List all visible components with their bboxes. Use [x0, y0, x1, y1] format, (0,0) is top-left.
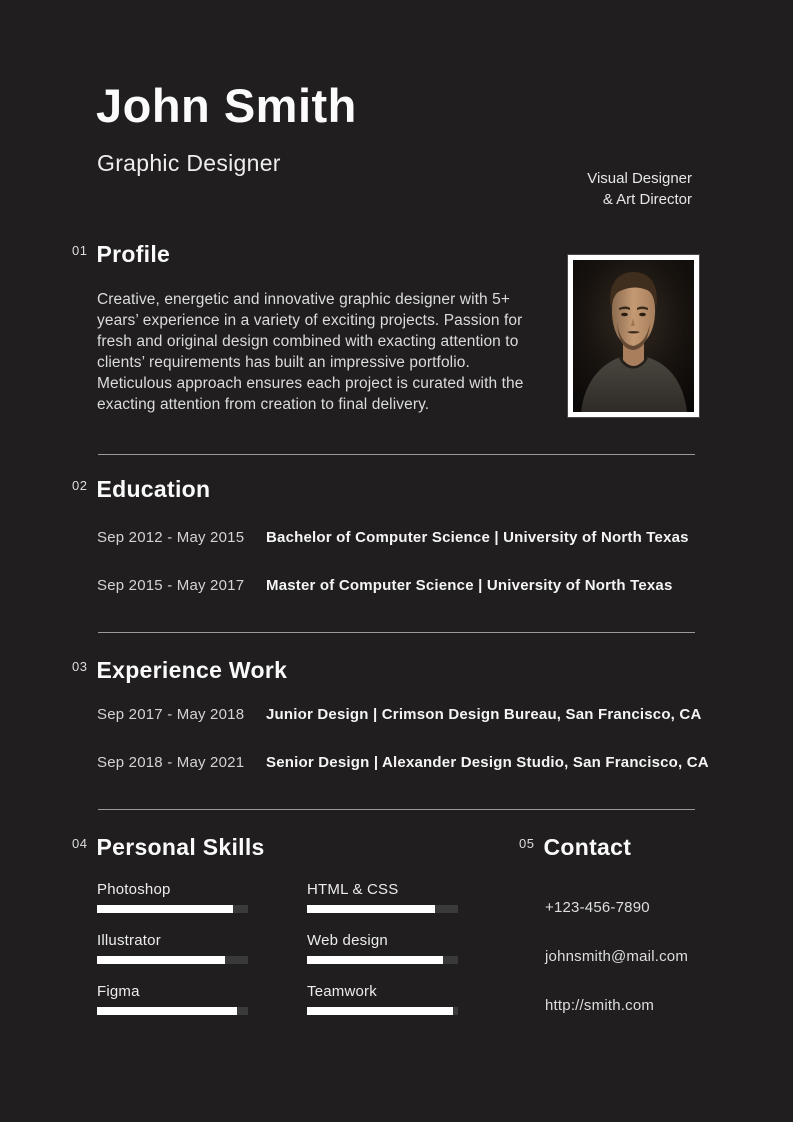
skill-bar-fill — [97, 956, 225, 964]
contact-website: http://smith.com — [545, 997, 655, 1014]
experience-dates: Sep 2018 - May 2021 — [97, 754, 245, 771]
skills-section-number: 04 — [72, 836, 88, 851]
skill-item — [97, 931, 248, 964]
skill-bar — [97, 905, 248, 913]
divider — [98, 632, 695, 633]
portrait-photo — [567, 254, 700, 418]
experience-detail: Senior Design | Alexander Design Studio, San Francisco, CA — [266, 754, 709, 771]
experience-dates: Sep 2017 - May 2018 — [97, 706, 245, 723]
profile-section-heading — [72, 242, 170, 267]
profile-section-title: Profile — [96, 241, 171, 267]
skill-label: HTML & CSS — [307, 881, 399, 898]
skill-bar — [307, 905, 458, 913]
skills-grid — [97, 880, 462, 1033]
skills-section-heading — [72, 835, 265, 860]
contact-section-heading — [519, 835, 631, 860]
divider — [98, 809, 695, 810]
tagline — [587, 168, 692, 210]
skill-item — [307, 931, 458, 964]
experience-row — [97, 753, 709, 773]
experience-row — [97, 705, 702, 725]
skill-bar-fill — [307, 1007, 453, 1015]
experience-section-number: 03 — [72, 659, 88, 674]
education-row — [97, 528, 689, 548]
skill-bar — [97, 1007, 248, 1015]
skill-item — [307, 880, 458, 913]
education-dates: Sep 2012 - May 2015 — [97, 529, 245, 546]
skill-item — [307, 982, 458, 1015]
skill-label: Teamwork — [307, 983, 377, 1000]
contact-section-title: Contact — [543, 834, 632, 860]
contact-phone: +123-456-7890 — [545, 899, 650, 916]
experience-detail: Junior Design | Crimson Design Bureau, San Francisco, CA — [266, 706, 702, 723]
skill-label: Photoshop — [97, 881, 171, 898]
skill-label: Figma — [97, 983, 140, 1000]
portrait-photo-image — [573, 260, 694, 412]
skill-bar-fill — [97, 905, 233, 913]
skill-item — [97, 982, 248, 1015]
skill-bar-fill — [307, 956, 443, 964]
education-section-heading — [72, 477, 210, 502]
experience-section-title: Experience Work — [96, 657, 288, 683]
profile-summary: Creative, energetic and innovative graphic designer with 5+ years’ experience in a variety of exciting projects. Passion for fresh and original design combined with exacting attention to clients’ requirements has built an impressive portfolio. Meticulous approach ensures each project is curated with the exacting attention from creation to final delivery. — [97, 291, 524, 413]
education-section-number: 02 — [72, 478, 88, 493]
skill-bar-fill — [307, 905, 435, 913]
contact-section-number: 05 — [519, 836, 535, 851]
education-detail: Bachelor of Computer Science | University of North Texas — [266, 529, 689, 546]
education-dates: Sep 2015 - May 2017 — [97, 577, 245, 594]
tagline-line-1: Visual Designer — [587, 170, 692, 187]
job-title: Graphic Designer — [97, 150, 281, 176]
contact-list — [545, 898, 688, 1045]
skill-label: Web design — [307, 932, 388, 949]
person-name: John Smith — [96, 79, 357, 132]
skill-bar — [307, 956, 458, 964]
divider — [98, 454, 695, 455]
tagline-line-2: & Art Director — [602, 191, 692, 208]
experience-section-heading — [72, 658, 287, 683]
skill-bar — [307, 1007, 458, 1015]
skill-label: Illustrator — [97, 932, 161, 949]
skill-bar — [97, 956, 248, 964]
contact-email: johnsmith@mail.com — [545, 948, 689, 965]
education-detail: Master of Computer Science | University of North Texas — [266, 577, 673, 594]
education-section-title: Education — [96, 476, 211, 502]
education-row — [97, 576, 672, 596]
profile-section-number: 01 — [72, 243, 88, 258]
skills-section-title: Personal Skills — [96, 834, 265, 860]
skill-bar-fill — [97, 1007, 237, 1015]
skill-item — [97, 880, 248, 913]
